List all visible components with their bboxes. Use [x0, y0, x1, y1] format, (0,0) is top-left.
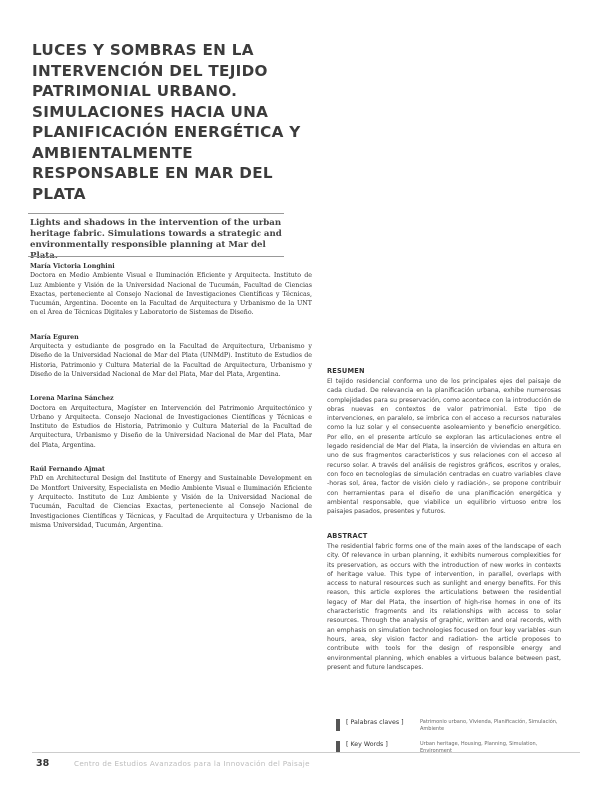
keyword-marker: [336, 719, 340, 731]
resumen-section: [327, 367, 561, 516]
english-subtitle: Lights and shadows in the intervention of the urban heritage fabric. Simulations towards a strategic and environmentally responsible planning at Mar del Plata.: [30, 218, 282, 261]
article-title: LUCES Y SOMBRAS EN LA INTERVENCIÓN DEL TEJIDO PATRIMONIAL URBANO. SIMULACIONES HACIA UNA PLANIFICACIÓN ENERGÉTICA Y AMBIENTALMENTE RESPONSABLE EN MAR DEL PLATA: [32, 41, 301, 203]
abstract-body: The residential fabric forms one of the main axes of the landscape of each city. Of relevance in urban planning, it exhibits numerous complexities for its preservation, as occurs with the introduction of new works in contexts of heritage value. This type of intervention, in parallel, overlaps with access to natural resources such as sunlight and energy benefits. For this reason, this article explores the articulations between the residential legacy of Mar del Plata, the insertion of high-rise homes in one of its characteristic fragments and its relationships with access to solar resources. Through the analysis of graphic, written and oral records, with an emphasis on simulation technologies focused on four key variables -sun hours, area, sky vision factor and radiation- the article proposes to contribute with tools for the design of responsible energy and environmental planning, which enables a virtuous balance between past, present and future landscapes.: [327, 543, 561, 671]
author-entry: [30, 465, 312, 530]
author-entry: [30, 262, 312, 318]
keywords-text: Patrimonio urbano, Vivienda, Planificación, Simulación, Ambiente: [420, 719, 558, 733]
keywords-label: [ Key Words ]: [346, 741, 388, 748]
running-title: Centro de Estudios Avanzados para la Innovación del Paisaje: [74, 759, 310, 768]
resumen-body: El tejido residencial conforma uno de los principales ejes del paisaje de cada ciudad. De relevancia en la planificación urbana, exhibe numerosas complejidades para su preservación, como acontece con la introducción de obras nuevas en contextos de valor patrimonial. Este tipo de intervenciones, en paralelo, se imbrica con el acceso a recursos naturales como la luz solar y el consecuente asoleamiento y beneficio energético. Por ello, en el presente artículo se exploran las articulaciones entre el legado residencial de Mar del Plata, la inserción de viviendas en altura en uno de sus fragmentos característicos y sus relaciones con el acceso al recurso solar. A través del análisis de registros gráficos, escritos y orales, con foco en tecnologías de simulación centradas en cuatro variables clave -horas sol, área, factor de visión cielo y radiación-, se propone contribuir con herramientas para el diseño de una planificación energética y ambiental responsable, que viabilice un equilibrio virtuoso entre los paisajes pasados, presentes y futuros.: [327, 378, 561, 516]
author-name: María Victoria Longhini: [30, 263, 115, 270]
author-name: Lorena Marina Sánchez: [30, 395, 114, 403]
author-entry: [30, 394, 312, 450]
page-number: 38: [36, 758, 50, 769]
authors-list: [30, 262, 312, 545]
keywords-text: Urban heritage, Housing, Planning, Simulation, Environment: [420, 741, 538, 755]
author-entry: [30, 333, 312, 379]
abstract-section: [327, 532, 561, 672]
author-name: Raúl Fernando Ajmat: [30, 466, 105, 474]
keywords-label: [ Palabras claves ]: [346, 719, 404, 726]
abstract-heading: ABSTRACT: [327, 532, 368, 540]
divider: [28, 213, 284, 214]
author-bio: Arquitecta y estudiante de posgrado en la Facultad de Arquitectura, Urbanismo y Diseño de la Universidad Nacional de Mar del Plata (UNMdP). Instituto de Estudios de Historia, Patrimonio y Cultura Material de la Facultad de Arquitectura, Urbanismo y Diseño de la Universidad Nacional de Mar del Plata, Mar del Plata, Argentina.: [30, 343, 312, 378]
divider: [28, 256, 284, 257]
footer-divider: [32, 752, 580, 753]
author-name: María Eguren: [30, 333, 79, 341]
author-bio: Doctora en Arquitectura, Magíster en Intervención del Patrimonio Arquitectónico y Urbano y Arquitecta. Consejo Nacional de Investigaciones Científicas y Técnicas e Instituto de Estudios de Historia, Patrimonio y Cultura Material de la Facultad de Arquitectura, Urbanismo y Diseño de la Universidad Nacional de Mar del Plata, Mar del Plata, Argentina.: [30, 404, 312, 449]
author-bio: PhD en Architectural Design del Institute of Energy and Sustainable Development en De Montfort University, Especialista en Medio Ambiente Visual e Iluminación Eficiente y Arquitecto. Instituto de Luz Ambiente y Visión de la Universidad Nacional de Tucumán, Facultad de Ciencias Exactas, perteneciente al Consejo Nacional de Investigaciones Científicas y Técnicas, y Facultad de Arquitectura y Urbanismo de la misma Universidad, Tucumán, Argentina.: [30, 475, 312, 529]
resumen-heading: RESUMEN: [327, 367, 365, 375]
author-bio: Doctora en Medio Ambiente Visual e Iluminación Eficiente y Arquitecta. Instituto de Luz Ambiente y Visión de la Universidad Nacional de Tucumán, Facultad de Ciencias Exactas, perteneciente al Consejo Nacional de Investigaciones Científicas y Técnicas, Tucumán, Argentina. Docente en la Facultad de Arquitectura y Urbanismo de la UNT en el Área de Técnicas Digitales y Laboratorio de Sistemas de Diseño.: [30, 272, 312, 317]
